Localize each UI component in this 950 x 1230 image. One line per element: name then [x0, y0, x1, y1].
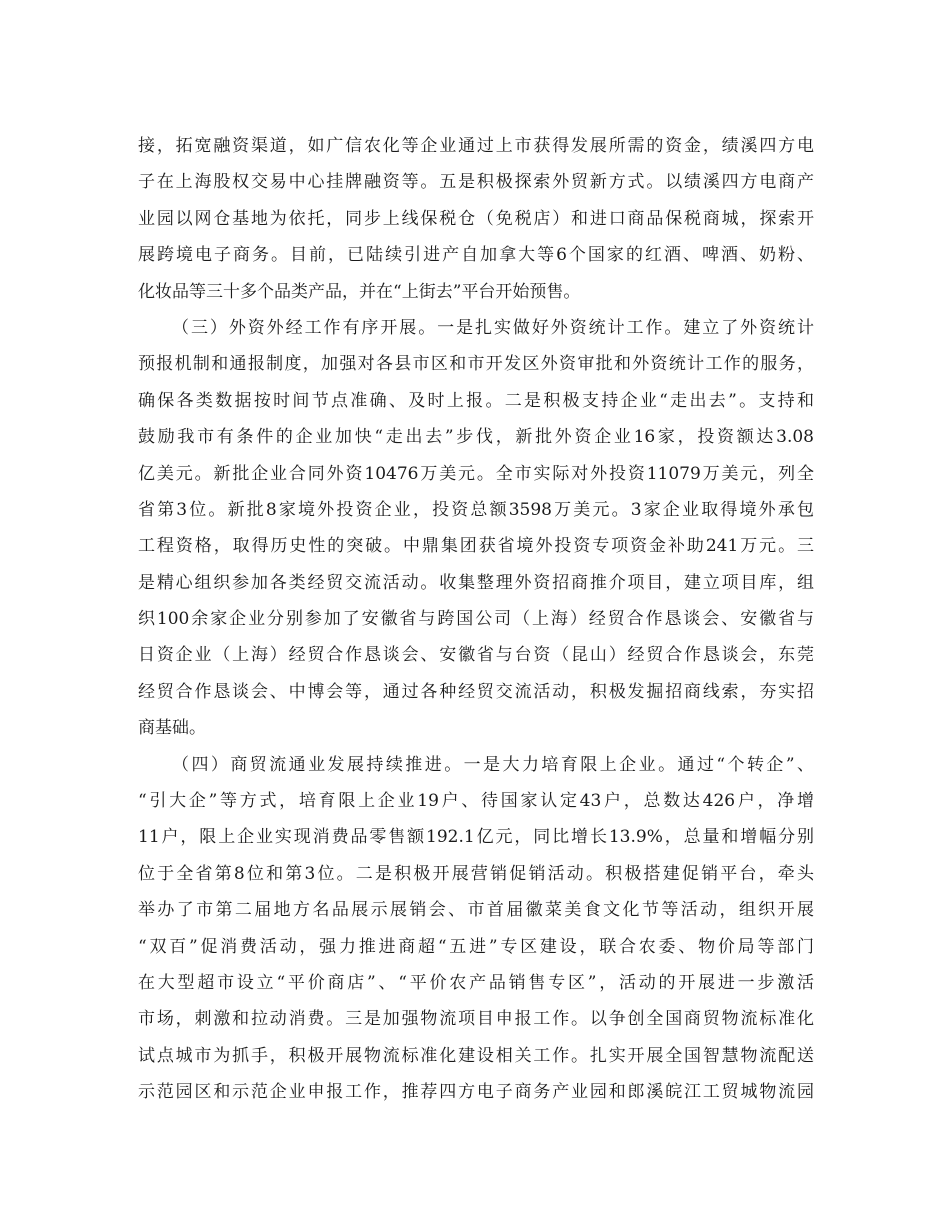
- text-line: 接，拓宽融资渠道，如广信农化等企业通过上市获得发展所需的资金，绩溪四方电: [138, 136, 814, 156]
- text-line: 示范园区和示范企业申报工作，推荐四方电子商务产业园和郎溪皖江工贸城物流园: [138, 1082, 814, 1103]
- text-line: 是精心组织参加各类经贸交流活动。收集整理外资招商推介项目，建立项目库，组: [138, 572, 814, 593]
- text-line: “双百”促消费活动，强力推进商超“五进”专区建设，联合农委、物价局等部门: [138, 936, 814, 957]
- text-line: （三）外资外经工作有序开展。一是扎实做好外资统计工作。建立了外资统计: [172, 317, 814, 338]
- text-line: 省第3位。新批8家境外投资企业，投资总额3598万美元。3家企业取得境外承包: [138, 499, 814, 520]
- text-line: 举办了市第二届地方名品展示展销会、市首届徽菜美食文化节等活动，组织开展: [138, 900, 814, 921]
- body-text: [138, 128, 814, 1111]
- text-line: 经贸合作恳谈会、中博会等，通过各种经贸交流活动，积极发掘招商线索，夯实招: [138, 681, 814, 702]
- text-line: 试点城市为抓手，积极开展物流标准化建设相关工作。扎实开展全国智慧物流配送: [138, 1045, 814, 1066]
- text-line: 确保各类数据按时间节点准确、及时上报。二是积极支持企业“走出去”。支持和: [138, 390, 814, 411]
- text-line: 预报机制和通报制度，加强对各县市区和市开发区外资审批和外资统计工作的服务，: [138, 354, 814, 375]
- text-line: 展跨境电子商务。目前，已陆续引进产自加拿大等6个国家的红酒、啤酒、奶粉、: [138, 245, 814, 266]
- text-line: “引大企”等方式，培育限上企业19户、待国家认定43户，总数达426户，净增: [138, 791, 814, 812]
- text-line: 市场，刺激和拉动消费。三是加强物流项目申报工作。以争创全国商贸物流标准化: [138, 1009, 814, 1030]
- text-line: （四）商贸流通业发展持续推进。一是大力培育限上企业。通过“个转企”、: [172, 754, 814, 775]
- text-line: 商基础。: [138, 718, 206, 739]
- text-line: 织100余家企业分别参加了安徽省与跨国公司（上海）经贸合作恳谈会、安徽省与: [138, 609, 814, 630]
- text-line: 工程资格，取得历史性的突破。中鼎集团获省境外投资专项资金补助241万元。三: [138, 536, 814, 557]
- text-line: 化妆品等三十多个品类产品，并在“上街去”平台开始预售。: [138, 281, 581, 302]
- text-line: 亿美元。新批企业合同外资10476万美元。全市实际对外投资11079万美元，列全: [138, 463, 814, 484]
- text-line: 鼓励我市有条件的企业加快“走出去”步伐，新批外资企业16家，投资额达3.08: [138, 427, 814, 448]
- text-line: 在大型超市设立“平价商店”、“平价农产品销售专区”，活动的开展进一步激活: [138, 972, 814, 993]
- text-line: 业园以网仓基地为依托，同步上线保税仓（免税店）和进口商品保税商城，探索开: [138, 208, 814, 229]
- text-line: 子在上海股权交易中心挂牌融资等。五是积极探索外贸新方式。以绩溪四方电商产: [138, 172, 814, 193]
- text-line: 11户，限上企业实现消费品零售额192.1亿元，同比增长13.9%，总量和增幅分别: [138, 827, 814, 848]
- text-line: 日资企业（上海）经贸合作恳谈会、安徽省与台资（昆山）经贸合作恳谈会，东莞: [138, 645, 814, 666]
- text-line: 位于全省第8位和第3位。二是积极开展营销促销活动。积极搭建促销平台，牵头: [138, 863, 814, 884]
